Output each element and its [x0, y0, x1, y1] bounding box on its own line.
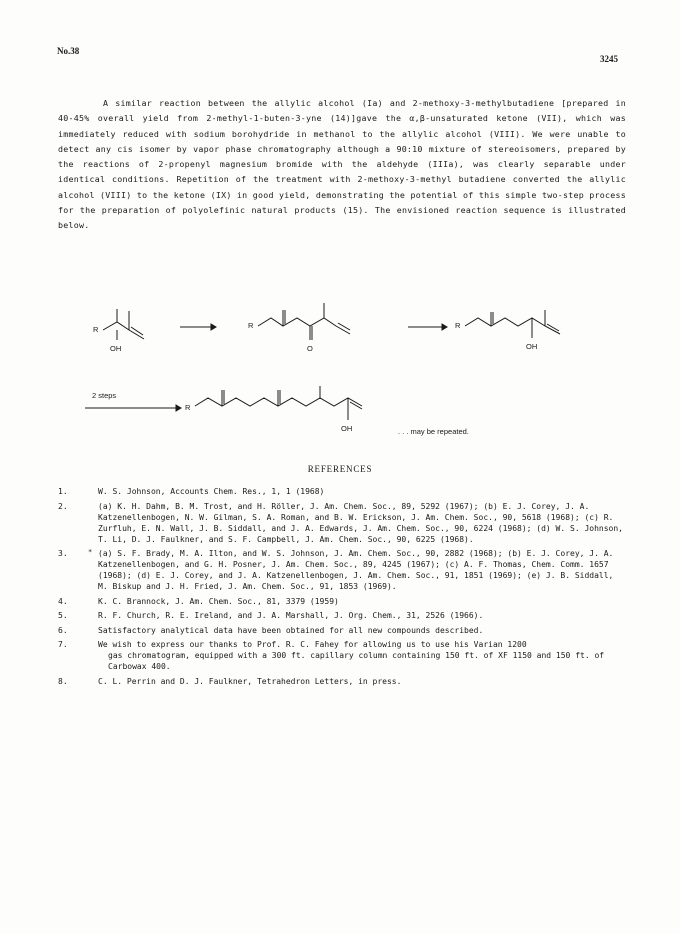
reference-item	[58, 596, 626, 607]
r-group-label: R	[248, 321, 254, 330]
paragraph-1: A similar reaction between the allylic alcohol (Ia) and 2-methoxy-3-methylbutadiene [prepared in 40-45% overall yield from 2-methyl-1-buten-3-yne (14)]gave the α,β-unsaturated ketone (VII), which was immediately reduced with sodium borohydride in methanol to the allylic alcohol (VIII). We were unable to detect any cis isomer by vapor phase chromatography although a 90:10 mixture of stereoisomers, prepared by the reactions of 2-propenyl magnesium bromide with the aldehyde (IIIa), was clearly separable under identical conditions. Repetition of the treatment with 2-methoxy-3-methyl butadiene converted the allylic alcohol (VIII) to the ketone (IX) in good yield, demonstrating the potential of this simple two-step process for the preparation of polyolefinic natural products (15). The envisioned reaction sequence is illustrated below.	[58, 98, 626, 231]
reference-number: 3.	[58, 549, 68, 558]
reaction-scheme	[0, 0, 680, 460]
repeat-note: . . . may be repeated.	[398, 427, 469, 436]
structure-allylic-alcohol-product	[465, 310, 560, 338]
reference-number: 8.	[58, 676, 68, 686]
arrow-1	[180, 324, 216, 330]
reference-item	[58, 639, 626, 672]
r-group-label: R	[185, 403, 191, 412]
arrow-2	[408, 324, 447, 330]
reference-number: 2.	[58, 501, 68, 511]
reference-number: 7.	[58, 640, 68, 649]
page-number: 3245	[600, 54, 618, 64]
reference-item	[58, 676, 626, 687]
reference-text: (a) S. F. Brady, M. A. Ilton, and W. S. Johnson, J. Am. Chem. Soc., 90, 2882 (1968); (b) E. J. Corey, J. A. Katzenellenbogen, and G. H. Posner, J. Am. Chem. Soc., 89, 4245 (1967); (c) A. F. Thomas, Chem. Comm. 1657 (1968); (d) E. J. Corey, and J. A. Katzenellenbogen, J. Am. Chem. Soc., 91, 1851 (1969); (e) J. B. Siddall, M. Biskup and J. H. Fried, J. Am. Chem. Soc., 91, 1853 (1969).	[98, 549, 614, 591]
references-heading: REFERENCES	[307, 464, 373, 474]
reference-item	[58, 501, 626, 545]
reference-number: 6.	[58, 625, 68, 635]
reference-star-mark: *	[88, 548, 93, 556]
reference-item	[58, 548, 626, 592]
reference-text: K. C. Brannock, J. Am. Chem. Soc., 81, 3379 (1959)	[98, 596, 339, 606]
reference-number: 4.	[58, 596, 68, 606]
structure-allylic-alcohol	[103, 309, 144, 340]
r-group-label: R	[455, 321, 461, 330]
references-list	[58, 486, 626, 690]
oh-label: OH	[110, 344, 122, 353]
arrow-2-steps	[85, 405, 181, 411]
journal-number: No.38	[57, 46, 80, 56]
reference-number: 1.	[58, 487, 68, 496]
r-group-label: R	[93, 325, 99, 334]
oh-label: OH	[526, 342, 538, 351]
reference-text: Satisfactory analytical data have been obtained for all new compounds described.	[98, 625, 484, 635]
reference-text-continued: gas chromatogram, equipped with a 300 ft. capillary column containing 150 ft. of XF 1150 and 150 ft. of Carbowax 400.	[108, 651, 605, 671]
structure-unsaturated-ketone	[258, 303, 350, 340]
structure-repeated-product	[195, 386, 362, 420]
reference-text: We wish to express our thanks to Prof. R. C. Fahey for allowing us to use his Varian 1200	[98, 640, 527, 649]
reference-text: C. L. Perrin and D. J. Faulkner, Tetrahedron Letters, in press.	[98, 676, 402, 686]
carbonyl-o-label: O	[307, 344, 313, 353]
reference-item	[58, 486, 626, 497]
oh-label: OH	[341, 424, 353, 433]
reference-item	[58, 625, 626, 636]
reference-item	[58, 610, 626, 621]
reference-number: 5.	[58, 611, 68, 620]
two-steps-label: 2 steps	[92, 391, 117, 400]
reference-text: (a) K. H. Dahm, B. M. Trost, and H. Röller, J. Am. Chem. Soc., 89, 5292 (1967); (b) E. J. Corey, J. A. Katzenellenbogen, N. W. Gilman, S. A. Roman, and B. W. Erickson, J. Am. Chem. Soc., 90, 5618 (1968); (c) R. Zurfluh, E. N. Wall, J. B. Siddall, and J. A. Edwards, J. Am. Chem. Soc., 90, 6224 (1968); (d) W. S. Johnson, T. Li, D. J. Faulkner, and S. F. Campbell, J. Am. Chem. Soc., 90, 6225 (1968).	[98, 501, 623, 544]
reference-text: W. S. Johnson, Accounts Chem. Res., 1, 1 (1968)	[98, 487, 325, 496]
reference-text: R. F. Church, R. E. Ireland, and J. A. Marshall, J. Org. Chem., 31, 2526 (1966).	[98, 611, 484, 620]
